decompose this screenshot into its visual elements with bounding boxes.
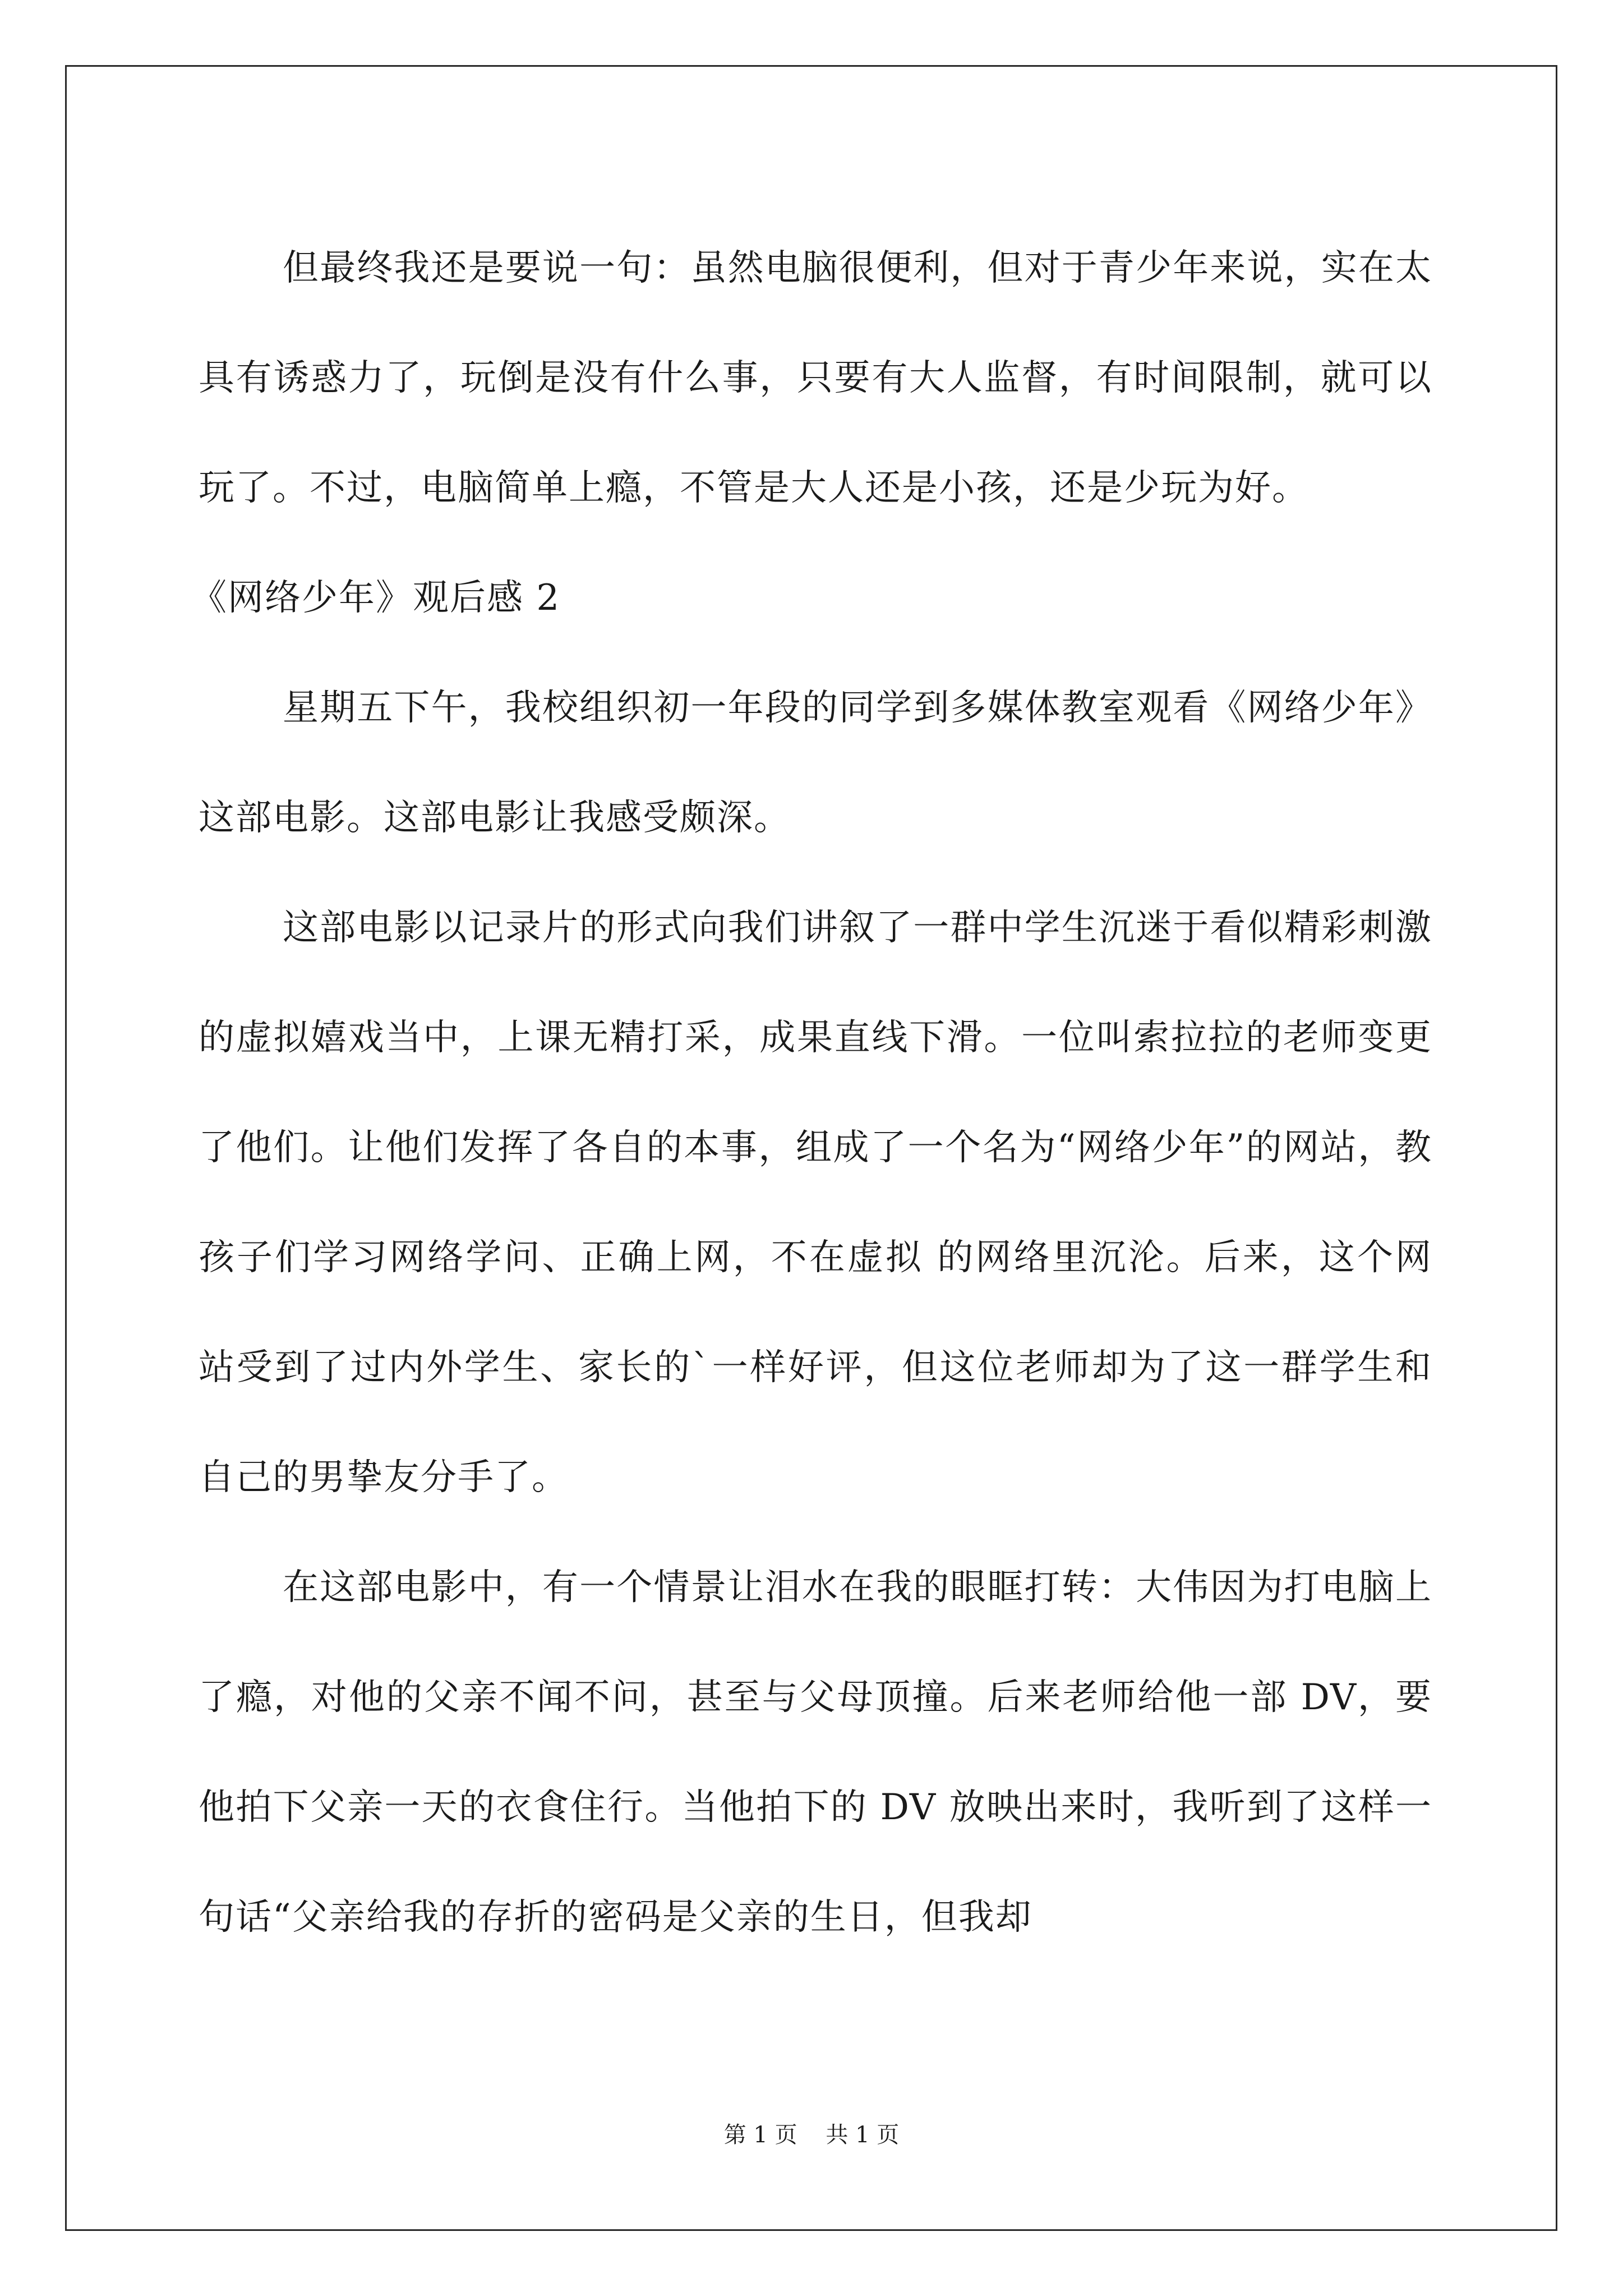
section-heading: 《网络少年》观后感 2 bbox=[191, 577, 561, 619]
paragraph-3: 这部电影以记录片的形式向我们讲叙了一群中学生沉迷于看似精彩刺激的虚拟嬉戏当中，上课无精打采，成果直线下滑。一位叫索拉拉的老师变更了他们。让他们发挥了各自的本事，组成了一个名为“网络少年”的网站，教孩子们学习网络学问、正确上网，不在虚拟 的网络里沉沦。后来，这个网站受到了过内外学生、家长的`一样好评，但这位老师却为了这一群学生和自己的男挚友分手了。 bbox=[199, 907, 1432, 1498]
document-body bbox=[191, 213, 1432, 1972]
paragraph-2: 星期五下午，我校组织初一年段的同学到多媒体教室观看《网络少年》这部电影。这部电影让我感受颇深。 bbox=[199, 687, 1432, 839]
page-footer: 第 1 页 共 1 页 bbox=[723, 2122, 900, 2148]
paragraph-4: 在这部电影中，有一个情景让泪水在我的眼眶打转：大伟因为打电脑上了瘾，对他的父亲不闻不问，甚至与父母顶撞。后来老师给他一部 DV，要他拍下父亲一天的衣食住行。当他拍下的 DV 放映出来时，我听到了这样一句话“父亲给我的存折的密码是父亲的生日，但我却 bbox=[199, 1567, 1432, 1938]
paragraph-1: 但最终我还是要说一句：虽然电脑很便利，但对于青少年来说，实在太具有诱惑力了，玩倒是没有什么事，只要有大人监督，有时间限制，就可以玩了。不过，电脑简单上瘾，不管是大人还是小孩，还是少玩为好。 bbox=[199, 247, 1432, 509]
